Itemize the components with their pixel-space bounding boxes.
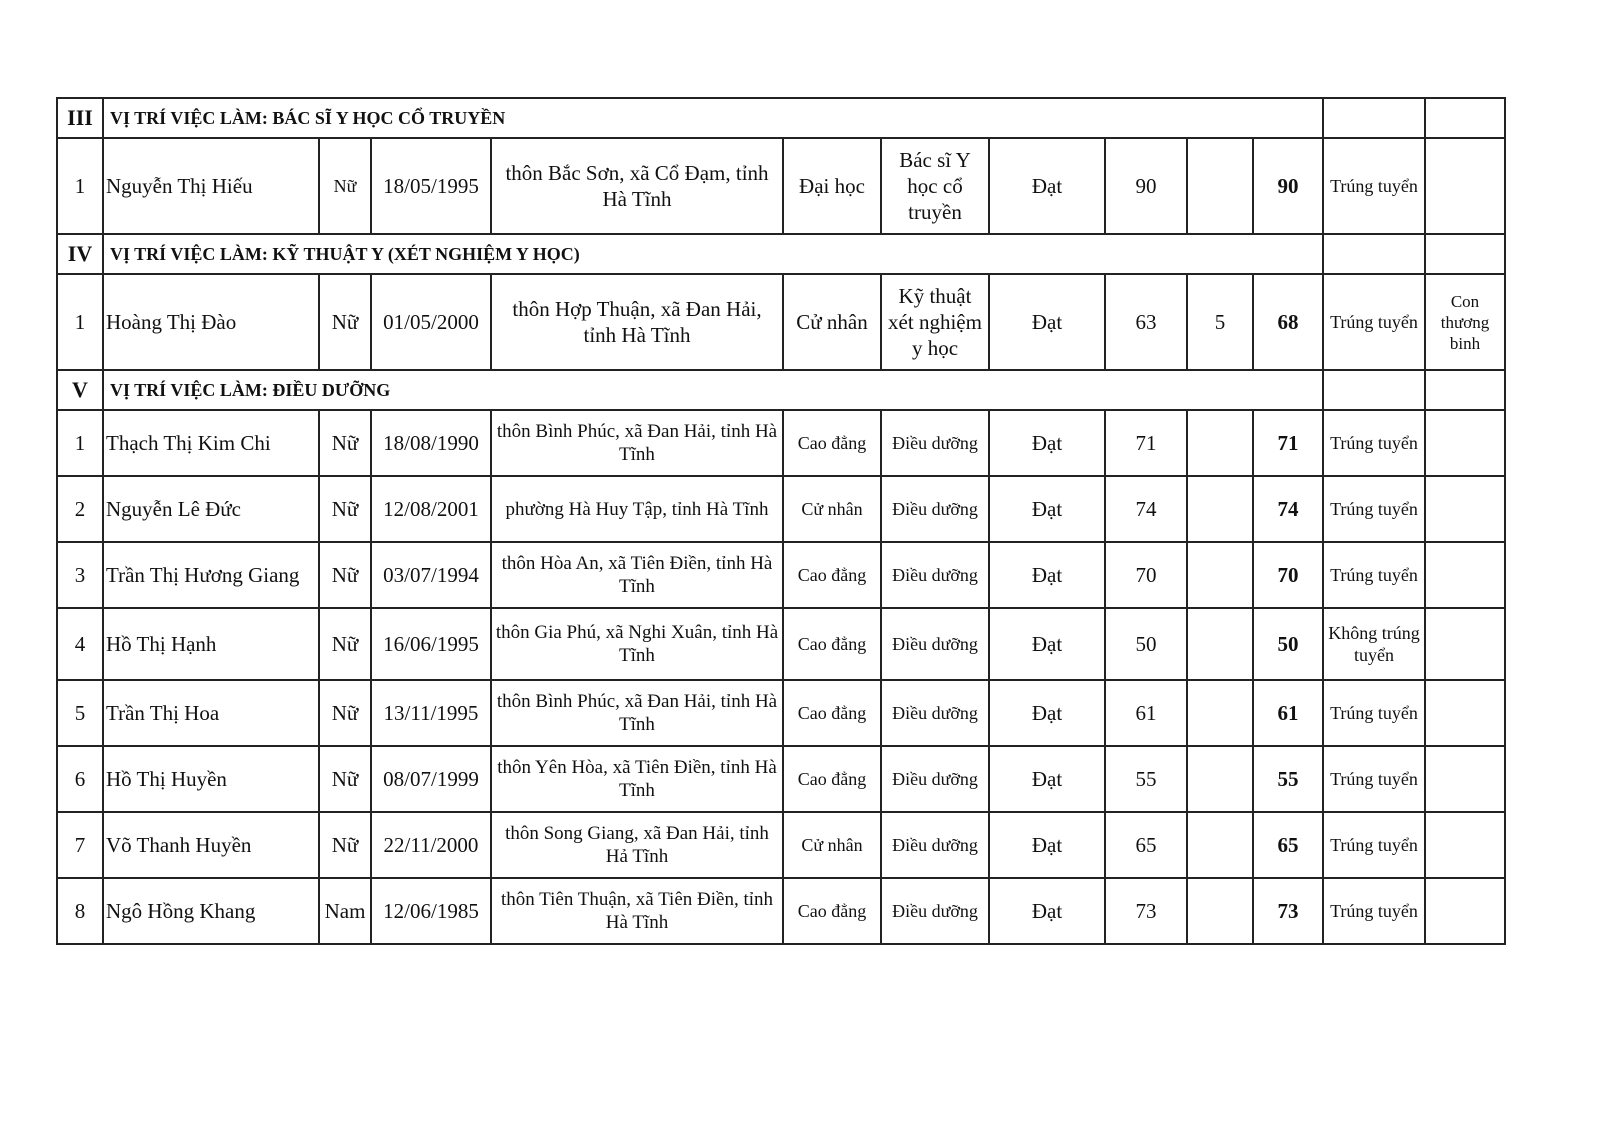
row-score: 74 (1105, 476, 1187, 542)
row-gender: Nữ (319, 274, 371, 370)
row-bonus (1187, 878, 1253, 944)
row-note (1425, 746, 1505, 812)
row-note: Con thương binh (1425, 274, 1505, 370)
table-row (57, 878, 1505, 944)
row-note (1425, 608, 1505, 680)
row-stt: 5 (57, 680, 103, 746)
row-stt: 4 (57, 608, 103, 680)
row-name: Thạch Thị Kim Chi (103, 410, 319, 476)
row-result: Trúng tuyển (1323, 812, 1425, 878)
row-bonus (1187, 608, 1253, 680)
row-total: 71 (1253, 410, 1323, 476)
table-row (57, 608, 1505, 680)
row-name: Nguyễn Thị Hiếu (103, 138, 319, 234)
table-row (57, 746, 1505, 812)
row-gender: Nữ (319, 812, 371, 878)
row-result: Trúng tuyển (1323, 542, 1425, 608)
row-total: 55 (1253, 746, 1323, 812)
table-row (57, 138, 1505, 234)
row-degree: Cao đẳng (783, 410, 881, 476)
row-condition: Đạt (989, 608, 1105, 680)
row-total: 90 (1253, 138, 1323, 234)
row-gender: Nữ (319, 476, 371, 542)
section-header (57, 370, 1505, 410)
row-condition: Đạt (989, 680, 1105, 746)
row-address: phường Hà Huy Tập, tỉnh Hà Tĩnh (491, 476, 783, 542)
section-header (57, 98, 1505, 138)
table-row (57, 812, 1505, 878)
table-row (57, 274, 1505, 370)
section-title: VỊ TRÍ VIỆC LÀM: BÁC SĨ Y HỌC CỔ TRUYỀN (103, 98, 1323, 138)
row-stt: 6 (57, 746, 103, 812)
row-gender: Nữ (319, 746, 371, 812)
row-note (1425, 410, 1505, 476)
row-result: Không trúng tuyển (1323, 608, 1425, 680)
row-stt: 3 (57, 542, 103, 608)
row-major: Điều dưỡng (881, 812, 989, 878)
row-score: 90 (1105, 138, 1187, 234)
row-result: Trúng tuyển (1323, 878, 1425, 944)
row-name: Võ Thanh Huyền (103, 812, 319, 878)
row-total: 68 (1253, 274, 1323, 370)
row-dob: 08/07/1999 (371, 746, 491, 812)
table-row (57, 476, 1505, 542)
row-bonus (1187, 812, 1253, 878)
row-name: Nguyễn Lê Đức (103, 476, 319, 542)
row-stt: 8 (57, 878, 103, 944)
row-gender: Nữ (319, 608, 371, 680)
row-major: Điều dưỡng (881, 608, 989, 680)
row-total: 65 (1253, 812, 1323, 878)
row-bonus (1187, 542, 1253, 608)
row-score: 61 (1105, 680, 1187, 746)
row-address: thôn Bắc Sơn, xã Cổ Đạm, tỉnh Hà Tĩnh (491, 138, 783, 234)
row-name: Hồ Thị Hạnh (103, 608, 319, 680)
section-title: VỊ TRÍ VIỆC LÀM: ĐIỀU DƯỠNG (103, 370, 1323, 410)
row-degree: Cử nhân (783, 476, 881, 542)
row-bonus (1187, 680, 1253, 746)
row-major: Điều dưỡng (881, 542, 989, 608)
row-total: 70 (1253, 542, 1323, 608)
row-name: Hoàng Thị Đào (103, 274, 319, 370)
row-address: thôn Bình Phúc, xã Đan Hải, tỉnh Hà Tĩnh (491, 680, 783, 746)
row-condition: Đạt (989, 878, 1105, 944)
row-gender: Nữ (319, 410, 371, 476)
row-name: Ngô Hồng Khang (103, 878, 319, 944)
row-dob: 12/08/2001 (371, 476, 491, 542)
row-major: Bác sĩ Y học cổ truyền (881, 138, 989, 234)
row-dob: 22/11/2000 (371, 812, 491, 878)
row-condition: Đạt (989, 410, 1105, 476)
section-title: VỊ TRÍ VIỆC LÀM: KỸ THUẬT Y (XÉT NGHIỆM Y HỌC) (103, 234, 1323, 274)
row-total: 74 (1253, 476, 1323, 542)
row-degree: Đại học (783, 138, 881, 234)
row-gender: Nữ (319, 542, 371, 608)
row-stt: 1 (57, 138, 103, 234)
row-degree: Cao đẳng (783, 542, 881, 608)
row-address: thôn Hợp Thuận, xã Đan Hải, tỉnh Hà Tĩnh (491, 274, 783, 370)
row-result: Trúng tuyển (1323, 410, 1425, 476)
row-result: Trúng tuyển (1323, 680, 1425, 746)
row-address: thôn Song Giang, xã Đan Hải, tỉnh Hả Tĩnh (491, 812, 783, 878)
row-address: thôn Hòa An, xã Tiên Điền, tỉnh Hà Tĩnh (491, 542, 783, 608)
row-note (1425, 542, 1505, 608)
row-gender: Nam (319, 878, 371, 944)
row-address: thôn Gia Phú, xã Nghi Xuân, tỉnh Hà Tĩnh (491, 608, 783, 680)
row-score: 70 (1105, 542, 1187, 608)
row-name: Trần Thị Hoa (103, 680, 319, 746)
row-condition: Đạt (989, 138, 1105, 234)
results-table (56, 97, 1506, 945)
row-condition: Đạt (989, 476, 1105, 542)
table-row (57, 410, 1505, 476)
row-condition: Đạt (989, 746, 1105, 812)
row-score: 65 (1105, 812, 1187, 878)
row-degree: Cử nhân (783, 812, 881, 878)
row-major: Điều dưỡng (881, 878, 989, 944)
row-degree: Cao đẳng (783, 878, 881, 944)
row-dob: 01/05/2000 (371, 274, 491, 370)
row-result: Trúng tuyển (1323, 476, 1425, 542)
row-condition: Đạt (989, 274, 1105, 370)
row-dob: 18/05/1995 (371, 138, 491, 234)
row-dob: 12/06/1985 (371, 878, 491, 944)
row-gender: Nữ (319, 138, 371, 234)
row-note (1425, 812, 1505, 878)
section-number: IV (57, 234, 103, 274)
row-dob: 16/06/1995 (371, 608, 491, 680)
row-total: 61 (1253, 680, 1323, 746)
row-total: 50 (1253, 608, 1323, 680)
row-name: Trần Thị Hương Giang (103, 542, 319, 608)
row-note (1425, 878, 1505, 944)
section-header (57, 234, 1505, 274)
row-major: Điều dưỡng (881, 476, 989, 542)
section-number: V (57, 370, 103, 410)
row-degree: Cao đẳng (783, 608, 881, 680)
row-dob: 18/08/1990 (371, 410, 491, 476)
row-score: 50 (1105, 608, 1187, 680)
row-degree: Cử nhân (783, 274, 881, 370)
row-score: 73 (1105, 878, 1187, 944)
table-row (57, 542, 1505, 608)
section-number: III (57, 98, 103, 138)
row-major: Điều dưỡng (881, 746, 989, 812)
row-name: Hồ Thị Huyền (103, 746, 319, 812)
row-condition: Đạt (989, 542, 1105, 608)
row-bonus: 5 (1187, 274, 1253, 370)
row-result: Trúng tuyển (1323, 138, 1425, 234)
row-result: Trúng tuyển (1323, 274, 1425, 370)
row-address: thôn Yên Hòa, xã Tiên Điền, tỉnh Hà Tĩnh (491, 746, 783, 812)
row-degree: Cao đẳng (783, 746, 881, 812)
row-condition: Đạt (989, 812, 1105, 878)
row-bonus (1187, 138, 1253, 234)
row-address: thôn Bình Phúc, xã Đan Hải, tỉnh Hà Tĩnh (491, 410, 783, 476)
row-gender: Nữ (319, 680, 371, 746)
row-major: Điều dưỡng (881, 410, 989, 476)
row-score: 71 (1105, 410, 1187, 476)
row-score: 63 (1105, 274, 1187, 370)
row-stt: 1 (57, 274, 103, 370)
row-stt: 1 (57, 410, 103, 476)
row-address: thôn Tiên Thuận, xã Tiên Điền, tỉnh Hà Tĩnh (491, 878, 783, 944)
row-note (1425, 680, 1505, 746)
row-degree: Cao đẳng (783, 680, 881, 746)
row-score: 55 (1105, 746, 1187, 812)
row-stt: 7 (57, 812, 103, 878)
row-dob: 03/07/1994 (371, 542, 491, 608)
row-bonus (1187, 410, 1253, 476)
row-bonus (1187, 476, 1253, 542)
row-bonus (1187, 746, 1253, 812)
row-result: Trúng tuyển (1323, 746, 1425, 812)
row-total: 73 (1253, 878, 1323, 944)
row-note (1425, 138, 1505, 234)
row-note (1425, 476, 1505, 542)
table-row (57, 680, 1505, 746)
row-major: Điều dưỡng (881, 680, 989, 746)
row-stt: 2 (57, 476, 103, 542)
row-major: Kỹ thuật xét nghiệm y học (881, 274, 989, 370)
row-dob: 13/11/1995 (371, 680, 491, 746)
